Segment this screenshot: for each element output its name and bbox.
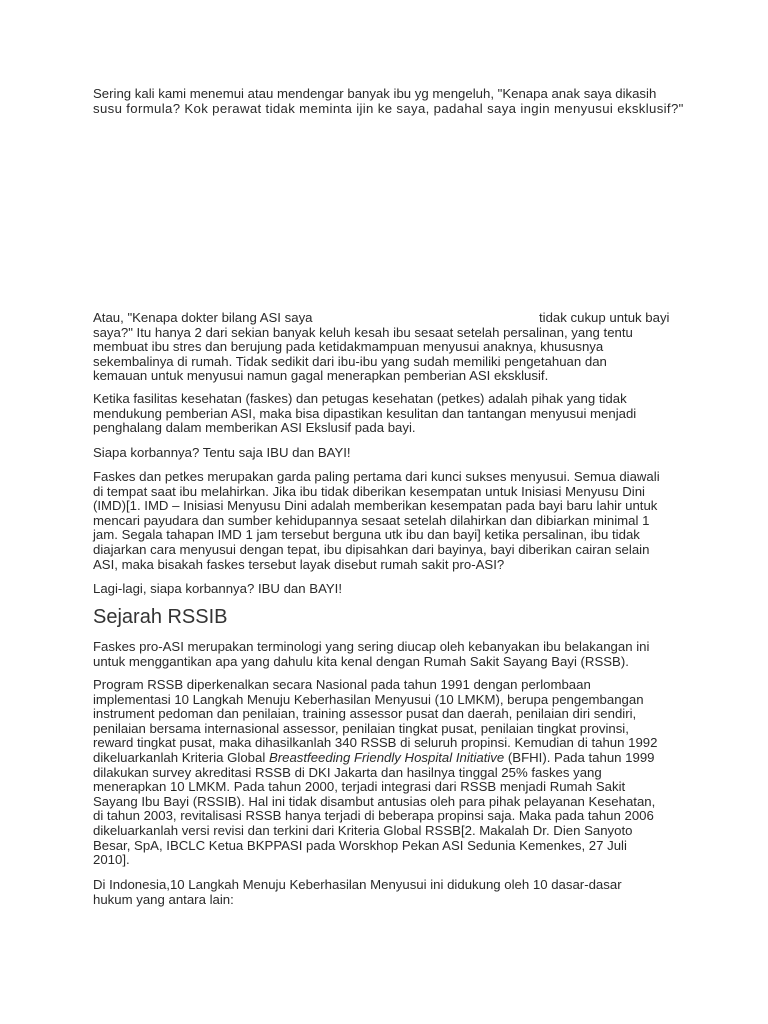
atau-line-1-left: Atau, "Kenapa dokter bilang ASI saya [93, 310, 313, 325]
faskes-line-7: ASI, maka bisakah faskes tersebut layak disebut rumah sakit pro-ASI? [93, 556, 505, 572]
ketika-line-2: mendukung pemberian ASI, maka bisa dipastikan kesulitan dan tantangan menyusui menjadi [93, 405, 637, 421]
siapa-line-1: Siapa korbannya? Tentu saja IBU dan BAYI! [93, 445, 351, 460]
program-line-11: dikeluarkanlah versi revisi dan terkini dari Kriteria Global RSSB[2. Makalah Dr. Dien Sanyoto [93, 822, 633, 838]
atau-line-2: saya?" Itu hanya 2 dari sekian banyak keluh kesah ibu sesaat setelah persalinan, yang tentu [93, 324, 633, 340]
siapa-paragraph [93, 446, 693, 461]
faskes-line-6: diajarkan cara menyusui dengan tepat, ibu dipisahkan dari bayinya, bayi diberikan cairan selain [93, 541, 650, 557]
program-line-6a: dikeluarkanlah Kriteria Global [93, 749, 269, 765]
intro-line-2: susu formula? Kok perawat tidak meminta ijin ke saya, padahal saya ingin menyusui eksklusif?" [93, 100, 684, 116]
program-line-5: reward tingkat pusat, maka dihasilkanlah 340 RSSB di seluruh propinsi. Kemudian di tahun 1992 [93, 735, 658, 751]
faskes-pro-paragraph [93, 640, 693, 669]
intro-paragraph [93, 87, 693, 116]
faskes-line-4: mencari payudara dan sumber kehidupannya sesaat setelah dilahirkan dan dibiarkan minimal 1 [93, 512, 650, 528]
program-line-12: Besar, SpA, IBCLC Ketua BKPPASI pada Worskhop Pekan ASI Sedunia Kemenkes, 27 Juli [93, 837, 627, 853]
program-line-3: instrument pedoman dan penilaian, training assessor pusat dan daerah, penilaian diri sendiri, [93, 706, 637, 722]
faskes-line-3: (IMD)[1. IMD – Inisiasi Menyusu Dini adalah memberikan kesempatan pada bayi baru lahir untuk [93, 498, 658, 514]
di-indonesia-line-2: hukum yang antara lain: [93, 891, 234, 907]
program-line-1: Program RSSB diperkenalkan secara Nasional pada tahun 1991 dengan perlombaan [93, 677, 591, 692]
atau-line-1-right: tidak cukup untuk bayi [539, 310, 670, 325]
section-heading: Sejarah RSSIB [93, 606, 228, 628]
program-line-4: penilaian bersama internasional assessor, penilaian tingkat pusat, penilaian tingkat provinsi, [93, 720, 629, 736]
bfhi-italic-text: Breastfeeding Friendly Hospital Initiative [268, 749, 505, 765]
intro-line-1: Sering kali kami menemui atau mendengar banyak ibu yg mengeluh, "Kenapa anak saya dikasih [93, 86, 657, 101]
atau-paragraph [93, 311, 693, 384]
atau-line-5: kemauan untuk menyusui namun gagal menerapkan pemberian ASI eksklusif. [93, 368, 549, 384]
program-line-6c: (BFHI). Pada tahun 1999 [504, 749, 655, 765]
program-line-6 [93, 751, 693, 766]
di-indonesia-line-1: Di Indonesia,10 Langkah Menuju Keberhasilan Menyusui ini didukung oleh 10 dasar-dasar [93, 877, 622, 892]
faskes-pro-line-2: untuk menggantikan apa yang dahulu kita kenal dengan Rumah Sakit Sayang Bayi (RSSB). [93, 653, 629, 669]
ketika-paragraph [93, 392, 693, 436]
faskes-line-2: di tempat saat ibu melahirkan. Jika ibu tidak diberikan kesempatan untuk Inisiasi Menyusu Dini [93, 483, 645, 499]
program-line-7: dilakukan survey akreditasi RSSB di DKI Jakarta dan hasilnya tinggal 25% faskes yang [93, 764, 602, 780]
faskes-paragraph [93, 470, 693, 572]
faskes-pro-line-1: Faskes pro-ASI merupakan terminologi yang sering diucap oleh kebanyakan ibu belakangan ini [93, 639, 650, 654]
program-line-9: Sayang Ibu Bayi (RSSIB). Hal ini tidak disambut antusias oleh para pihak pelayanan Kesehatan, [93, 793, 656, 809]
lagi-paragraph [93, 582, 693, 597]
ketika-line-1: Ketika fasilitas kesehatan (faskes) dan petugas kesehatan (petkes) adalah pihak yang tidak [93, 391, 627, 406]
di-indonesia-paragraph [93, 878, 693, 907]
program-line-10: di tahun 2003, revitalisasi RSSB hanya terjadi di beberapa propinsi saja. Maka pada tahun 2006 [93, 808, 654, 824]
atau-line-3: membuat ibu stres dan berujung pada ketidakmampuan menyusui anaknya, khususnya [93, 339, 604, 355]
lagi-line-1: Lagi-lagi, siapa korbannya? IBU dan BAYI! [93, 581, 343, 596]
program-line-13: 2010]. [93, 852, 130, 868]
program-line-8: menerapkan 10 LMKM. Pada tahun 2000, terjadi integrasi dari RSSB menjadi Rumah Sakit [93, 779, 626, 795]
atau-line-1 [93, 311, 693, 326]
program-line-2: implementasi 10 Langkah Menuju Keberhasilan Menyusui (10 LMKM), berupa pengembangan [93, 691, 644, 707]
program-paragraph [93, 678, 693, 868]
faskes-line-5: jam. Segala tahapan IMD 1 jam tersebut berguna utk ibu dan bayi] ketika persalinan, ibu tidak [93, 527, 640, 543]
atau-line-4: sekembalinya di rumah. Tidak sedikit dari ibu-ibu yang sudah memiliki pengetahuan dan [93, 353, 607, 369]
ketika-line-3: penghalang dalam memberikan ASI Ekslusif pada bayi. [93, 420, 416, 436]
faskes-line-1: Faskes dan petkes merupakan garda paling pertama dari kunci sukses menyusui. Semua diawali [93, 469, 660, 484]
